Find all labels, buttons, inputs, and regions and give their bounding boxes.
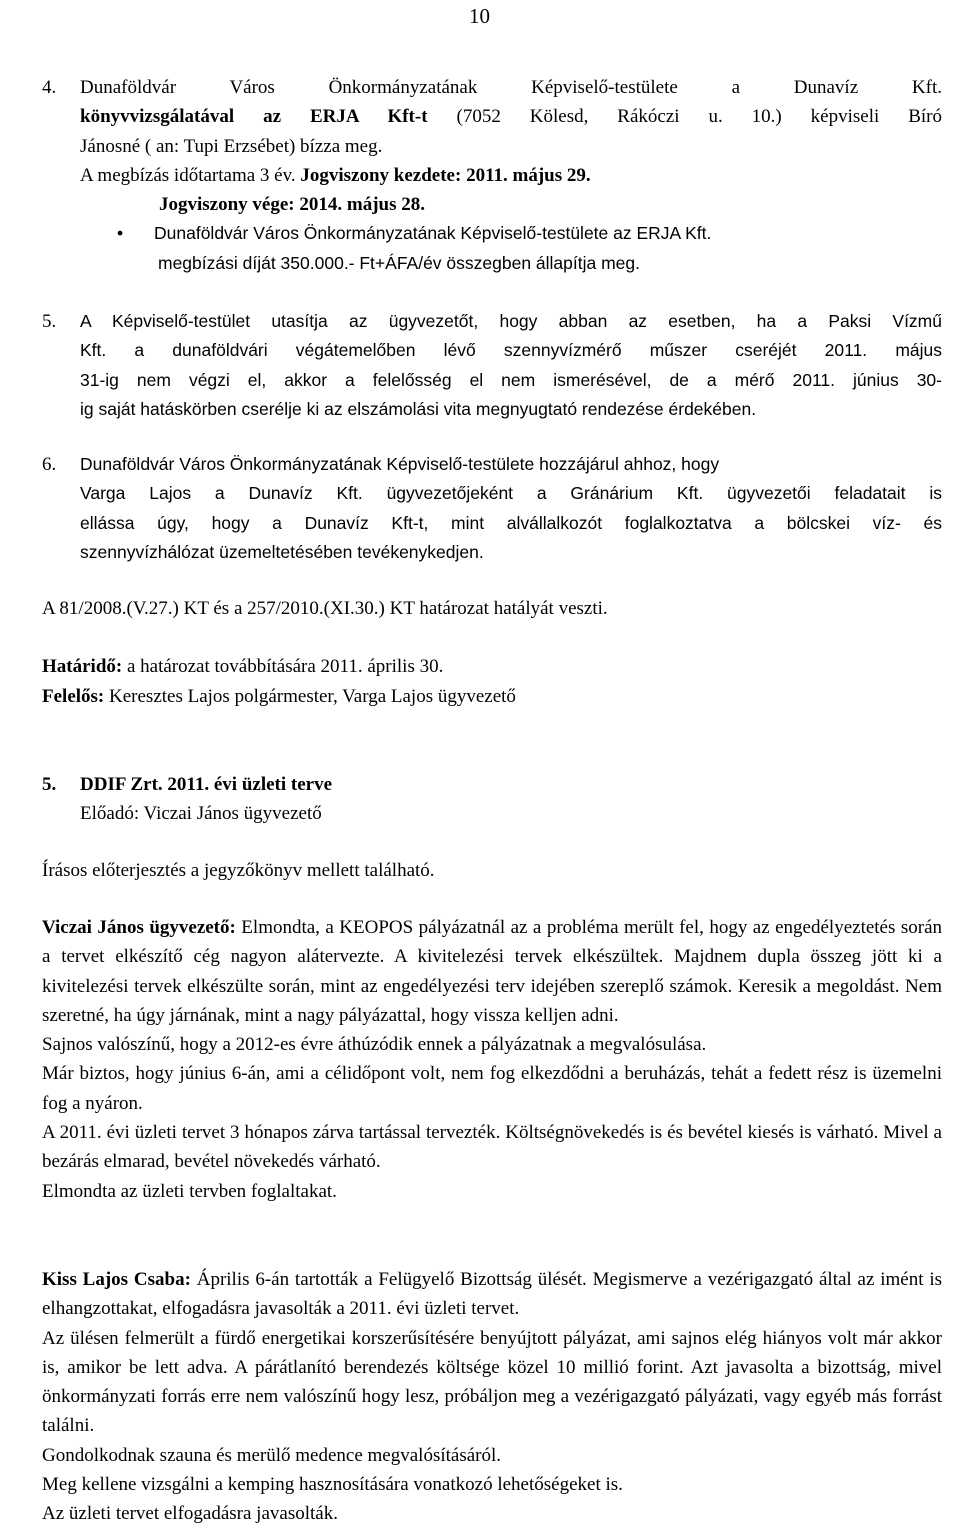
repeal-statement: A 81/2008.(V.27.) KT és a 257/2010.(XI.30.) KT határozat hatályát veszti. <box>42 598 608 619</box>
item-number: 5. <box>42 311 57 332</box>
item-number: 6. <box>42 454 57 475</box>
section-title: 5. DDIF Zrt. 2011. évi üzleti terve <box>42 774 333 795</box>
item-number: 4. <box>42 77 57 98</box>
written-note: Írásos előterjesztés a jegyzőkönyv mellett található. <box>42 860 435 881</box>
viczai-statement: Viczai János ügyvezető: Elmondta, a KEOPOS pályázatnál az a probléma merült fel, hogy az engedélyeztetés során a tervet elkészítő cég nagyon alátervezte. A kivitelezési tervek elkészültek. Majdnem dupla összeg jött ki a kivitelezési tervek elkészülte során, mint az engedélyezési terv idejében szereplő számok. Keresik a megoldást. Nem szeretné, ha úgy járnának, mint a nagy pályázattal, hogy vissza kelljen adni. Sajnos valószínű, hogy a 2012-es évre áthúzódik ennek a pályázatnak a megvalósulása. Már biztos, hogy június 6-án, ami a célidőpont volt, nem fog elkezdődni a beruházás, tehát a fedett rész is üzemelni fog a nyáron. A 2011. évi üzleti tervet 3 hónapos zárva tartással tervezték. Költségnövekedés is és bevétel kiesés is várható. Mivel a bezárás elmarad, bevétel növekedés várható. Elmondta az üzleti tervben foglaltakat. <box>42 917 942 1202</box>
agenda-section-5 <box>42 770 942 829</box>
item4-line5: Jogviszony vége: 2014. május 28. <box>159 194 425 216</box>
responsible-line: Felelős: Keresztes Lajos polgármester, Varga Lajos ügyvezető <box>42 686 516 707</box>
speaker-name: Viczai János ügyvezető: <box>42 917 236 938</box>
item4-line4: A megbízás időtartama 3 év. Jogviszony kezdete: 2011. május 29. <box>80 164 591 186</box>
speaker-name: Kiss Lajos Csaba: <box>42 1269 191 1290</box>
resolution-item-5: 5. A Képviselő-testület utasítja az ügyvezetőt, hogy abban az esetben, ha a Paksi Vízmű Kft. a dunaföldvári végátemelőben lévő szennyvízmérő műszer cseréjét 2011. május 31-ig nem végzi el, akkor a felelősség el nem ismerésével, de a mérő 2011. június 30- ig saját hatáskörben cserélje ki az elszámolási vita megnyugtató rendezése érdekében. <box>42 307 942 424</box>
resolution-item-6: 6. Dunaföldvár Város Önkormányzatának Képviselő-testülete hozzájárul ahhoz, hogy Varga Lajos a Dunavíz Kft. ügyvezetőjeként a Gránárium Kft. ügyvezetői feladatait is ellássa úgy, hogy a Dunavíz Kft-t, mint alvállalkozót foglalkoztatva a bölcskei víz- és szennyvízhálózat üzemeltetésében tevékenykedjen. <box>42 450 942 567</box>
item4-line3: Jánosné ( an: Tupi Erzsébet) bízza meg. <box>80 135 383 157</box>
deadline-line: Határidő: a határozat továbbítására 2011. április 30. <box>42 656 444 677</box>
section-presenter: Előadó: Viczai János ügyvezető <box>80 803 322 825</box>
item4-line2: könyvvizsgálatával az ERJA Kft-t (7052 Kölesd, Rákóczi u. 10.) képviseli Bíró <box>80 106 943 128</box>
bullet-item: • Dunaföldvár Város Önkormányzatának Képviselő-testülete az ERJA Kft. megbízási díját 350.000.- Ft+ÁFA/év összegben állapítja meg. <box>42 219 942 278</box>
responsible-label: Felelős: <box>42 686 105 707</box>
page-number: 10 <box>469 4 490 28</box>
kiss-statement: Kiss Lajos Csaba: Április 6-án tartották a Felügyelő Bizottság ülését. Megismerve a vezérigazgató által az imént is elhangzottakat, elfogadásra javasolták a 2011. évi üzleti tervet. Az ülésen felmerült a fürdő energetikai korszerűsítésére benyújtott pályázat, ami sajnos elég hiányos volt már akkor is, amikor be lett adva. A párátlanító berendezés költsége közel 10 millió forint. Azt javasolta a bizottság, mivel önkormányzati forrás erre nem valószínű hogy lesz, próbáljon meg a vezérigazgató pályázati, vagy egyéb más forrást találni. Gondolkodnak szauna és merülő medence megvalósításáról. Meg kellene vizsgálni a kemping hasznosítására vonatkozó lehetőségeket is. Az üzleti tervet elfogadásra javasolták. <box>42 1269 942 1525</box>
bullet-icon: • <box>117 223 124 244</box>
deadline-label: Határidő: <box>42 656 123 677</box>
item4-line1: 4. Dunaföldvár Város Önkormányzatának Képviselő-testülete a Dunavíz Kft. <box>42 73 942 102</box>
resolution-item-4 <box>42 73 942 278</box>
